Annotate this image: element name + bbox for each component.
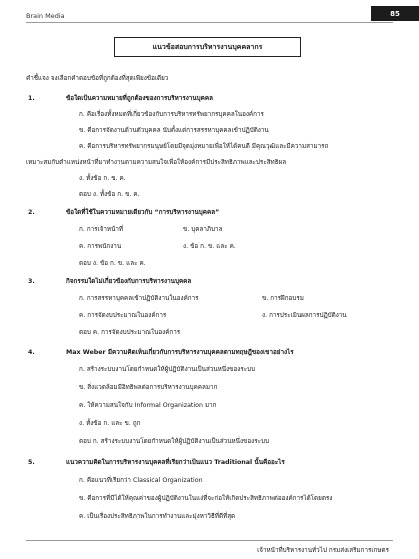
option: ก. การเจ้าหน้าที่ (79, 226, 124, 233)
option: ง. การประเมินผลการปฏิบัติงาน (262, 312, 347, 319)
option: ค. การจัดงบประมาณในองค์การ (79, 312, 167, 319)
question-text: Max Weber มีความคิดเห็นเกี่ยวกับการบริหารงานบุคคลตามทฤษฎีของเขาอย่างไร (66, 349, 294, 356)
question-text: กิจกรรมใดไม่เกี่ยวข้องกับการบริหารงานบุคคล (66, 278, 192, 285)
question-number: 2. (28, 209, 35, 216)
option-continuation: เหมาะสมกับตำแหน่งหน้าที่มาทำงานตามความสนใจเพื่อให้องค์การมีประสิทธิภาพและประสิทธิผล (26, 159, 287, 166)
question-text: ข้อใดที่ใช้ในความหมายเดียวกับ “การบริหารงานบุคคล” (66, 209, 220, 216)
question-text: แนวความคิดในการบริหารงานบุคคลที่เรียกว่าเป็นแนว Traditional นั้นคืออะไร (66, 459, 285, 466)
option: ข. การฝึกอบรม (262, 295, 304, 302)
question-number: 1. (28, 95, 35, 102)
option: ง. ทั้งข้อ ก. ข. ค. (79, 175, 126, 182)
option: ก. คือเรื่องทั้งหมดที่เกี่ยวข้องกับการบริหารทรัพยากรบุคคลในองค์การ (79, 111, 264, 118)
option: ง. ทั้งข้อ ก. และ ข. ถูก (79, 420, 141, 427)
answer: ตอบ ง. ข้อ ก. ข. และ ค. (79, 260, 146, 267)
answer: ตอบ ง. ทั้งข้อ ก. ข. ค. (79, 191, 140, 198)
page-title: แนวข้อสอบการบริหารงานบุคคลากร (114, 37, 301, 57)
option: ค. ให้ความสนใจกับ Informal Organization มาก (79, 402, 217, 409)
instructions: คำชี้แจง จงเลือกคำตอบข้อที่ถูกต้องที่สุดเพียงข้อเดียว (26, 75, 169, 82)
header-brand: Brain Media (26, 12, 65, 20)
option: ก. การสรรหาบุคคลเข้าปฏิบัติงานในองค์การ (79, 295, 199, 302)
question-number: 3. (28, 278, 35, 285)
page-number: 85 (371, 6, 419, 21)
answer: ตอบ ก. สร้างระบบงานโดยกำหนดให้ผู้ปฏิบัติงานเป็นส่วนหนึ่งของระบบ (79, 438, 269, 445)
option: ข. คือการที่มีได้ให้คุณค่าของผู้ปฏิบัติงานในแง่ที่จะก่อให้เกิดประสิทธิภาพต่อองค์การได้โดยตรง (79, 495, 333, 502)
option: ข. คือการจัดงานด้านตัวบุคคล นับตั้งแต่การสรรหาบุคคลเข้าปฏิบัติงาน (79, 127, 269, 134)
question-number: 5. (28, 459, 35, 466)
footer-text: เจ้าหน้าที่บริหารงานทั่วไป กรมส่งเสริมการเกษตร (257, 547, 389, 554)
option: ค. เป็นเรื่องประสิทธิภาพในการทำงานและมุ่งหาวิธีที่ดีที่สุด (79, 513, 236, 520)
question-number: 4. (28, 349, 35, 356)
option: ค. การพนักงาน (79, 243, 122, 250)
answer: ตอบ ค. การจัดงบประมาณในองค์การ (79, 329, 181, 336)
option: ก. สร้างระบบงานโดยกำหนดให้ผู้ปฏิบัติงานเป็นส่วนหนึ่งของระบบ (79, 366, 256, 373)
option: ค. คือการบริหารทรัพยากรมนุษย์โดยมีจุดมุ่งหมายเพื่อให้ได้คนดี มีคุณวุฒิและมีความสามารถ (79, 143, 329, 150)
option: ข. สิ่งแวดล้อมมีอิทธิพลต่อการบริหารงานบุคคลมาก (79, 384, 218, 391)
question-text: ข้อใดเป็นความหมายที่ถูกต้องของการบริหารงานบุคคล (66, 95, 213, 102)
option: ข. บุคลาภิบาล (183, 226, 223, 233)
option: ก. คือแนวที่เรียกว่า Classical Organization (79, 477, 203, 484)
footer-rule (26, 540, 393, 541)
option: ง. ข้อ ก. ข. และ ค. (183, 243, 236, 250)
